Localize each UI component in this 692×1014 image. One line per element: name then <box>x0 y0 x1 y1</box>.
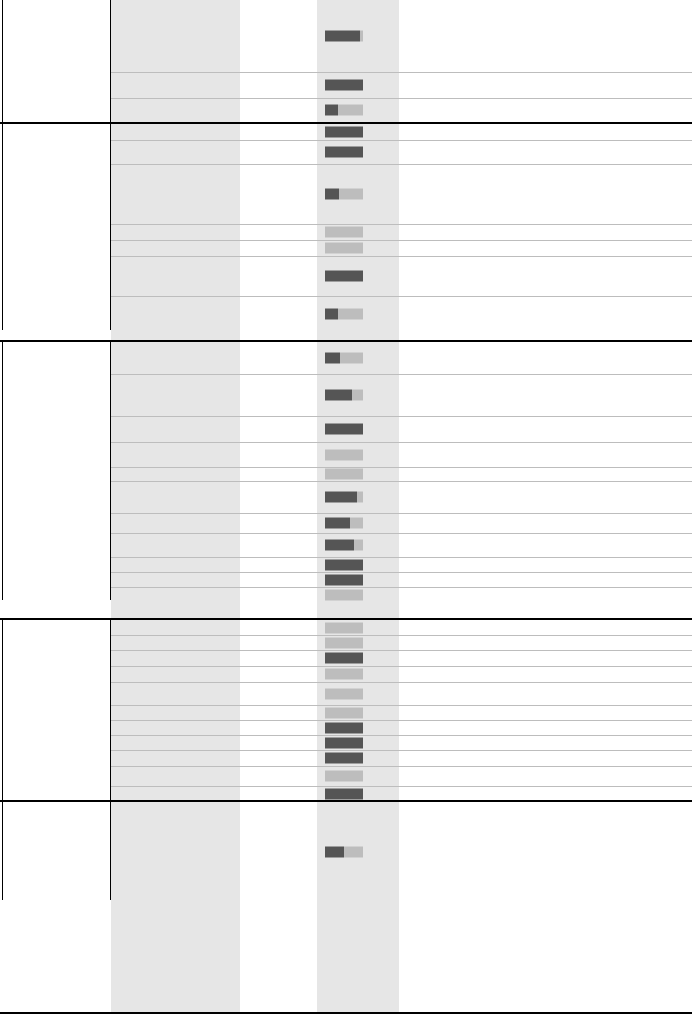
table-row <box>111 256 692 297</box>
proportion-bar-fill <box>325 559 363 570</box>
table-row <box>111 572 692 588</box>
proportion-bar <box>325 227 363 238</box>
table-row <box>111 416 692 443</box>
proportion-bar-fill <box>325 80 363 91</box>
category-column <box>0 0 110 122</box>
category-group <box>0 618 692 800</box>
proportion-bar-fill <box>325 753 363 764</box>
proportion-bar <box>325 753 363 764</box>
table-row <box>111 735 692 751</box>
proportion-bar-fill <box>325 353 340 364</box>
table-row <box>111 720 692 736</box>
proportion-bar-fill <box>325 390 352 401</box>
proportion-bar <box>325 589 363 600</box>
table-row <box>111 240 692 257</box>
category-column <box>0 620 110 800</box>
proportion-bar <box>325 847 363 858</box>
table-row <box>111 224 692 241</box>
proportion-bar <box>325 518 363 529</box>
proportion-bar <box>325 271 363 282</box>
proportion-bar <box>325 737 363 748</box>
proportion-bar-fill <box>325 540 354 551</box>
table-row <box>111 140 692 165</box>
proportion-bar <box>325 31 363 42</box>
proportion-bar <box>325 771 363 782</box>
proportion-bar <box>325 309 363 320</box>
proportion-bar <box>325 722 363 733</box>
table-row <box>111 467 692 482</box>
table-row <box>111 98 692 122</box>
table-row <box>111 374 692 417</box>
category-group <box>0 0 692 122</box>
table-row <box>111 635 692 651</box>
table-row <box>111 620 692 636</box>
proportion-bar <box>325 353 363 364</box>
proportion-bar <box>325 688 363 699</box>
proportion-bar <box>325 390 363 401</box>
proportion-bar <box>325 669 363 680</box>
table-row <box>111 72 692 99</box>
proportion-bar-fill <box>325 189 339 200</box>
category-column <box>0 342 110 600</box>
proportion-bar <box>325 637 363 648</box>
proportion-bar <box>325 707 363 718</box>
proportion-bar <box>325 574 363 585</box>
category-group <box>0 800 692 900</box>
proportion-bar <box>325 469 363 480</box>
proportion-bar-fill <box>325 653 363 664</box>
proportion-bar-fill <box>325 789 363 800</box>
table-row <box>111 442 692 468</box>
table-row <box>111 296 692 332</box>
proportion-bar <box>325 147 363 158</box>
proportion-bar-fill <box>325 127 363 138</box>
proportion-bar-fill <box>325 309 338 320</box>
table-row <box>111 666 692 683</box>
table-row <box>111 533 692 558</box>
proportion-bar <box>325 105 363 116</box>
table-row <box>111 124 692 141</box>
proportion-bar-fill <box>325 574 363 585</box>
proportion-bar-fill <box>325 424 363 435</box>
table-row <box>111 342 692 375</box>
proportion-bar-fill <box>325 518 350 529</box>
proportion-bar <box>325 540 363 551</box>
proportion-bar-fill <box>325 147 363 158</box>
table-row <box>111 802 692 902</box>
table-row <box>111 766 692 787</box>
category-group <box>0 340 692 600</box>
proportion-bar-fill <box>325 105 338 116</box>
proportion-bar <box>325 243 363 254</box>
proportion-bar <box>325 789 363 800</box>
table-row <box>111 705 692 721</box>
category-column <box>0 124 110 330</box>
table-row <box>111 587 692 602</box>
proportion-bar <box>325 622 363 633</box>
table-row <box>111 682 692 706</box>
proportion-bar <box>325 424 363 435</box>
table-row <box>111 164 692 225</box>
proportion-bar <box>325 492 363 503</box>
proportion-bar <box>325 189 363 200</box>
proportion-bar <box>325 449 363 460</box>
proportion-bar <box>325 127 363 138</box>
table-row <box>111 513 692 534</box>
proportion-bar <box>325 80 363 91</box>
table-row <box>111 650 692 667</box>
proportion-bar <box>325 653 363 664</box>
category-group <box>0 122 692 330</box>
category-column <box>0 802 110 900</box>
proportion-bar-fill <box>325 722 363 733</box>
table-row <box>111 557 692 573</box>
proportion-bar-fill <box>325 737 363 748</box>
proportion-bar-fill <box>325 492 357 503</box>
proportion-bar <box>325 559 363 570</box>
table-row <box>111 481 692 514</box>
proportion-bar-fill <box>325 847 344 858</box>
proportion-bar-fill <box>325 31 360 42</box>
table-row <box>111 750 692 767</box>
table-row <box>111 0 692 73</box>
proportion-bar-fill <box>325 271 363 282</box>
